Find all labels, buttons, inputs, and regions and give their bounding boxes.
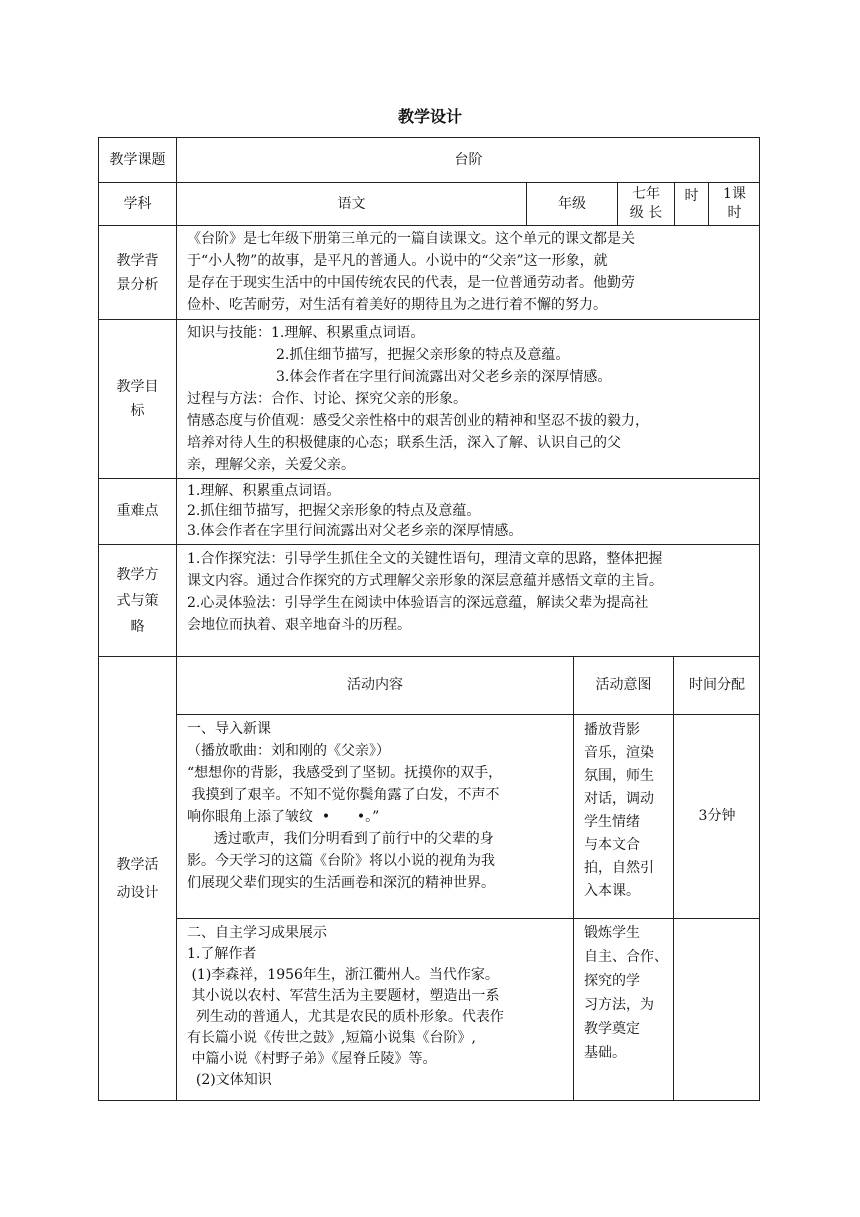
objective-line: 过程与方法：合作、讨论、探究父亲的形象。 xyxy=(187,391,467,407)
key-points-label: 重难点 xyxy=(99,479,177,545)
activity-content-line: 透过歌声，我们分明看到了前行中的父辈的身 xyxy=(187,831,494,847)
objectives-text xyxy=(177,320,760,479)
activity-content-line: 一、导入新课 xyxy=(187,721,271,737)
background-line: 是存在于现实生活中的中国传统农民的代表，是一位普通劳动者。他勤劳 xyxy=(187,275,635,291)
activity-content-line: 中篇小说《村野子弟》《屋脊丘陵》等。 xyxy=(187,1051,437,1067)
key-point-line: 3.体会作者在字里行间流露出对父老乡亲的深厚情感。 xyxy=(187,523,523,539)
activity-content-line: (2)文体知识 xyxy=(187,1072,272,1088)
activity-content-line: (1)李森祥，1956年生，浙江衢州人。当代作家。 xyxy=(187,967,499,983)
activity-intent-line: 锻炼学生 xyxy=(584,925,640,941)
activity-content-line: （播放歌曲：刘和刚的《父亲》） xyxy=(187,743,390,759)
methods-text xyxy=(177,545,760,657)
activity-intent-line: 探究的学 xyxy=(584,973,640,989)
grade-label: 年级 xyxy=(527,183,618,226)
method-line: 2.心灵体验法：引导学生在阅读中体验语言的深远意蕴，解读父辈为提高社 xyxy=(187,595,649,611)
activity-intent-line: 播放背影 xyxy=(584,722,640,738)
activity-intent-line: 氛围，师生 xyxy=(584,768,654,784)
activity-content-line: 响你眼角上添了皱纹 • •。” xyxy=(187,809,380,825)
objective-line: 情感态度与价值观：感受父亲性格中的艰苦创业的精神和坚忍不拔的毅力， xyxy=(187,413,649,429)
activity-intent-line: 教学奠定 xyxy=(584,1021,640,1037)
background-line: 《台阶》是七年级下册第三单元的一篇自读课文。这个单元的课文都是关 xyxy=(187,231,635,247)
activity-content-line: “想想你的背影，我感受到了坚韧。抚摸你的双手， xyxy=(187,765,503,781)
key-point-line: 2.抓住细节描写，把握父亲形象的特点及意蕴。 xyxy=(187,503,481,519)
key-point-line: 1.理解、积累重点词语。 xyxy=(187,483,341,499)
activity-content-line: 我摸到了艰辛。不知不觉你鬓角露了白发，不声不 xyxy=(187,787,500,803)
activity-intent-line: 拍，自然引 xyxy=(584,860,654,876)
activity-content-line: 影。今天学习的这篇《台阶》将以小说的视角为我 xyxy=(187,853,495,869)
activity-intent-line: 自主、合作、 xyxy=(584,949,668,965)
activity-content-line: 列生动的普通人，尤其是农民的质朴形象。代表作 xyxy=(187,1009,504,1025)
header-activity-intent: 活动意图 xyxy=(574,657,674,715)
grade-value: 七年级 长 xyxy=(618,183,675,226)
activity-content-line: 其小说以农村、军营生活为主要题材，塑造出一系 xyxy=(187,988,500,1004)
activity-content-line: 二、自主学习成果展示 xyxy=(187,925,327,941)
activity-intent-line: 对话，调动 xyxy=(584,791,654,807)
activity-intent-line: 学生情绪 xyxy=(584,814,640,830)
duration-value: 1课时 xyxy=(709,183,760,226)
activity-1-content xyxy=(177,715,574,919)
lesson-plan-table xyxy=(98,137,760,1101)
activity-1-intent xyxy=(574,715,674,919)
activity-intent-line: 入本课。 xyxy=(584,883,640,899)
topic-value: 台阶 xyxy=(177,138,760,183)
subject-value: 语文 xyxy=(177,183,527,226)
activity-1-time: 3分钟 xyxy=(674,715,760,919)
methods-label: 教学方式与策略 xyxy=(99,545,177,657)
objective-line: 培养对待人生的积极健康的心态；联系生活，深入了解、认识自己的父 xyxy=(187,435,621,451)
activity-2-intent xyxy=(574,919,674,1100)
activity-intent-line: 基础。 xyxy=(584,1045,626,1061)
activities-label: 教学活动设计 xyxy=(99,657,177,1100)
objective-line: 亲，理解父亲，关爱父亲。 xyxy=(187,457,355,473)
objectives-label: 教学目标 xyxy=(99,320,177,479)
method-line: 1.合作探究法：引导学生抓住全文的关键性语句，理清文章的思路，整体把握 xyxy=(187,551,663,567)
activity-content-line: 1.了解作者 xyxy=(187,946,257,962)
method-line: 课文内容。通过合作探究的方式理解父亲形象的深层意蕴并感悟文章的主旨。 xyxy=(187,573,663,589)
activity-intent-line: 音乐，渲染 xyxy=(584,745,654,761)
activity-content-line: 们展现父辈们现实的生活画卷和深沉的精神世界。 xyxy=(187,875,495,891)
objective-line: 知识与技能：1.理解、积累重点词语。 xyxy=(187,325,425,341)
objective-line: 3.体会作者在字里行间流露出对父老乡亲的深厚情感。 xyxy=(187,369,612,385)
activity-intent-line: 与本文合 xyxy=(584,837,640,853)
activity-2-time xyxy=(674,919,760,1100)
subject-label: 学科 xyxy=(99,183,177,226)
objective-line: 2.抓住细节描写，把握父亲形象的特点及意蕴。 xyxy=(187,347,570,363)
background-text xyxy=(177,226,760,320)
activity-content-line: 有长篇小说《传世之鼓》,短篇小说集《台阶》, xyxy=(187,1030,476,1046)
header-activity-content: 活动内容 xyxy=(177,657,574,715)
background-line: 俭朴、吃苦耐劳，对生活有着美好的期待且为之进行着不懈的努力。 xyxy=(187,297,607,313)
document-title: 教学设计 xyxy=(397,107,462,126)
topic-label: 教学课题 xyxy=(99,138,177,183)
background-line: 于“小人物”的故事，是平凡的普通人。小说中的“父亲”这一形象，就 xyxy=(187,253,608,269)
key-points-text xyxy=(177,479,760,545)
activity-2-content xyxy=(177,919,574,1100)
method-line: 会地位而执着、艰辛地奋斗的历程。 xyxy=(187,617,411,633)
duration-label: 时 xyxy=(675,183,709,226)
background-label: 教学背景分析 xyxy=(99,226,177,320)
header-time-allocation: 时间分配 xyxy=(674,657,760,715)
activity-intent-line: 习方法，为 xyxy=(584,997,654,1013)
